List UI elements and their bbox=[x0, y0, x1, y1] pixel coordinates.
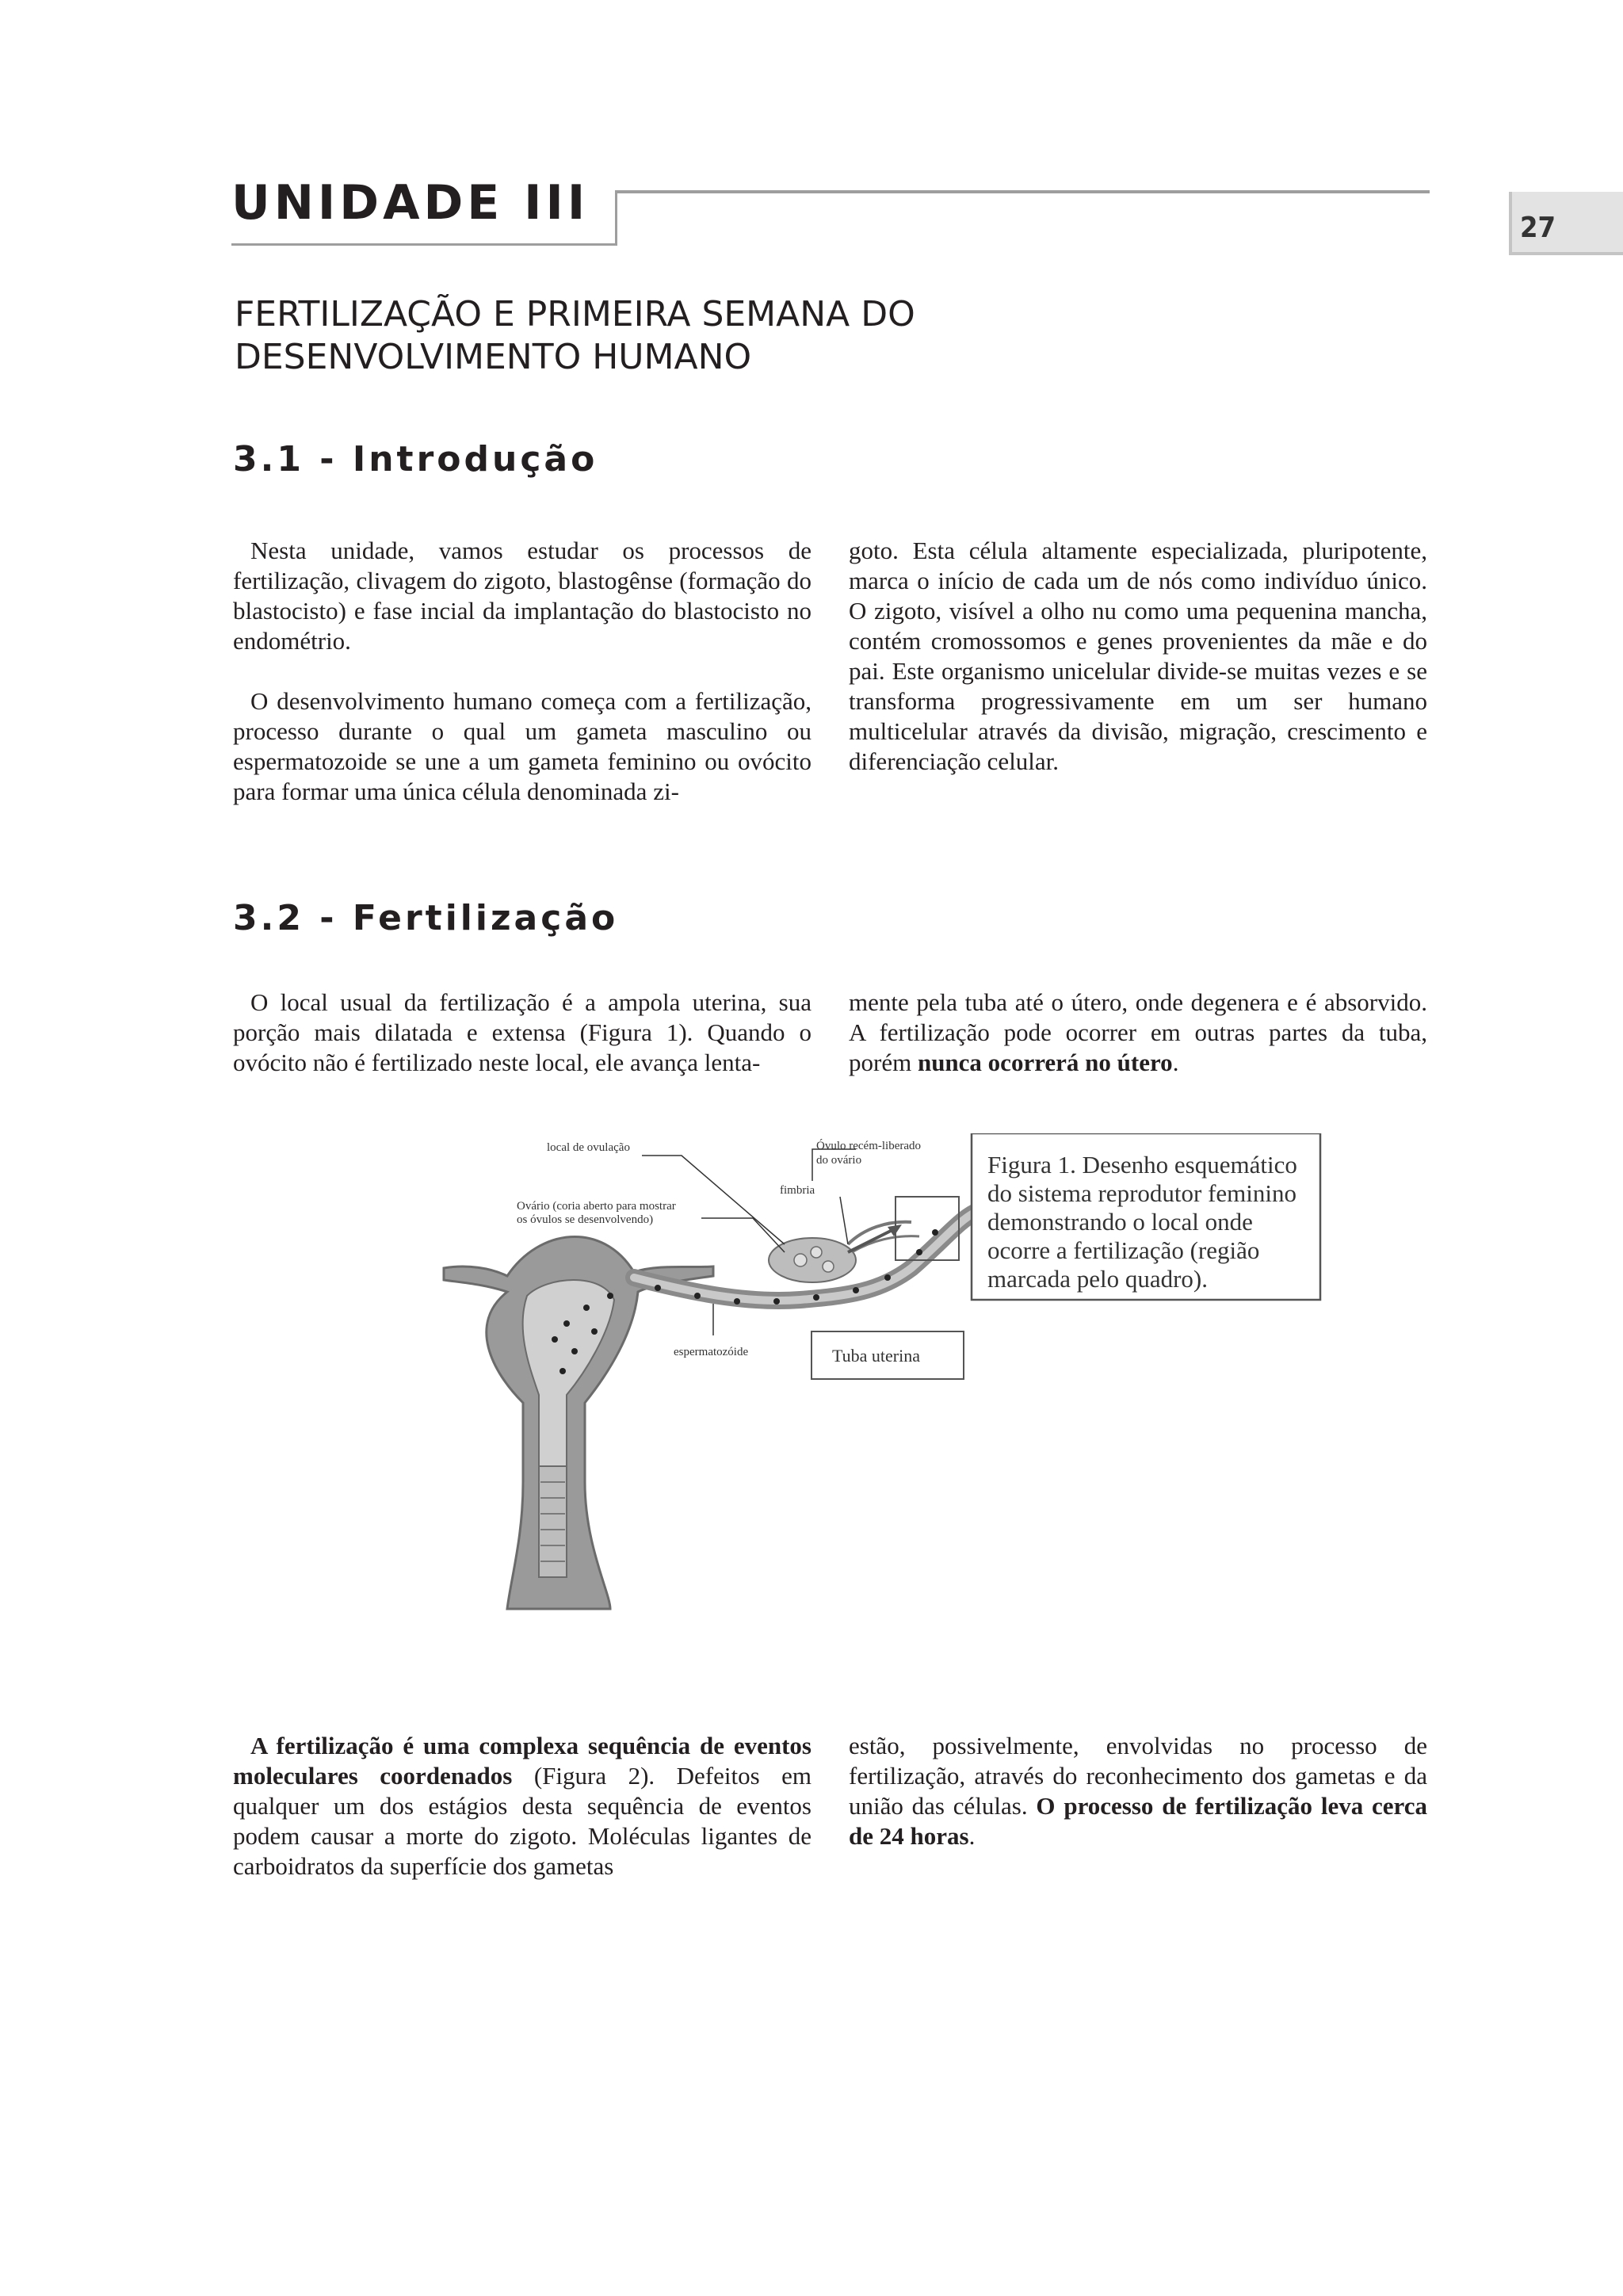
chapter-title bbox=[235, 293, 1265, 379]
label-ovary-line2: os óvulos se desenvolvendo) bbox=[517, 1213, 654, 1226]
emphasis: O processo de fertilização leva cerca de 24 horas bbox=[849, 1792, 1427, 1850]
figure-caption-line2: do sistema reprodutor feminino bbox=[987, 1179, 1296, 1207]
intro-left-column bbox=[233, 536, 812, 807]
section-title: - Fertilização bbox=[304, 898, 619, 938]
figure-caption-line4: ocorre a fertilização (região bbox=[987, 1236, 1260, 1264]
chapter-title-line1: FERTILIZAÇÃO E PRIMEIRA SEMANA DO bbox=[235, 294, 915, 334]
figure-caption-line5: marcada pelo quadro). bbox=[987, 1265, 1209, 1293]
text-run: (Figura 2). Defeitos em qualquer um dos estágios desta sequência de eventos podem causar a morte do zigoto. Moléculas ligantes de carboidratos da superfície dos gametas bbox=[233, 1762, 812, 1880]
paragraph bbox=[849, 1731, 1427, 1851]
unit-title-underline bbox=[231, 243, 617, 246]
paragraph: goto. Esta célula altamente especializada, pluripotente, marca o início de cada um de nós como indivíduo único. O zigoto, visível a olho nu como uma pequenina mancha, contém cromossomos e genes provenientes da mãe e do pai. Este organismo unicelular divide-se muitas vezes e se transforma progressivamente em um ser humano multicelular através da divisão, migração, crescimento e diferenciação celular. bbox=[849, 537, 1427, 775]
section-number: 3.2 bbox=[233, 898, 304, 938]
section-number: 3.1 bbox=[233, 439, 304, 479]
label-ovulation-site: local de ovulação bbox=[547, 1141, 630, 1154]
paragraph: O desenvolvimento humano começa com a fertilização, processo durante o qual um gameta masculino ou espermatozoide se une a um gameta feminino ou ovócito para formar uma única célula denominada zi- bbox=[233, 687, 812, 805]
section-title: - Introdução bbox=[304, 439, 598, 479]
fertilization-right-column bbox=[849, 988, 1427, 1078]
label-ovary-line1: Ovário (coria aberto para mostrar bbox=[517, 1200, 676, 1213]
unit-title-divider bbox=[615, 190, 617, 246]
label-tube: Tuba uterina bbox=[832, 1346, 921, 1366]
uterus-illustration bbox=[444, 1213, 975, 1609]
figure-reproductive-system bbox=[372, 1133, 1323, 1688]
text-run: estão, possivelmente, envolvidas no processo de fertilização, através do reconhecimento dos gametas e da união das células. bbox=[849, 1732, 1427, 1820]
chapter-title-line2: DESENVOLVIMENTO HUMANO bbox=[235, 337, 752, 377]
text-run: . bbox=[968, 1822, 976, 1850]
emphasis: nunca ocorrerá no útero bbox=[917, 1049, 1173, 1076]
label-ovum-line1: Óvulo recém-liberado bbox=[816, 1140, 922, 1152]
text-run: mente pela tuba até o útero, onde degenera e é absorvido. A fertilização pode ocorrer em outras partes da tuba, porém bbox=[849, 988, 1427, 1076]
section-heading-fertilizacao bbox=[233, 898, 619, 938]
emphasis: A fertilização é uma complexa sequência de eventos moleculares coordenados bbox=[233, 1732, 812, 1790]
page-number: 27 bbox=[1520, 212, 1556, 244]
figure-caption-line3: demonstrando o local onde bbox=[987, 1208, 1253, 1236]
closing-left-column bbox=[233, 1731, 812, 1881]
label-ovum-line2: do ovário bbox=[816, 1154, 862, 1167]
fertilization-left-column bbox=[233, 988, 812, 1078]
paragraph: O local usual da fertilização é a ampola uterina, sua porção mais dilatada e extensa (Figura 1). Quando o ovócito não é fertilizado neste local, ele avança lenta- bbox=[233, 988, 812, 1076]
paragraph: Nesta unidade, vamos estudar os processos de fertilização, clivagem do zigoto, blastogênse (formação do blastocisto) e fase incial da implantação do blastocisto no endométrio. bbox=[233, 537, 812, 655]
paragraph bbox=[849, 988, 1427, 1078]
unit-title: UNIDADE III bbox=[231, 175, 590, 231]
closing-right-column bbox=[849, 1731, 1427, 1851]
paragraph bbox=[233, 1731, 812, 1881]
figure-caption-line1: Figura 1. Desenho esquemático bbox=[987, 1151, 1297, 1179]
text-run: . bbox=[1172, 1049, 1179, 1076]
header-rule bbox=[617, 190, 1430, 193]
section-heading-introducao bbox=[233, 439, 598, 479]
label-sperm: espermatozóide bbox=[674, 1346, 749, 1358]
label-fimbria: fimbria bbox=[780, 1184, 815, 1197]
intro-right-column bbox=[849, 536, 1427, 777]
